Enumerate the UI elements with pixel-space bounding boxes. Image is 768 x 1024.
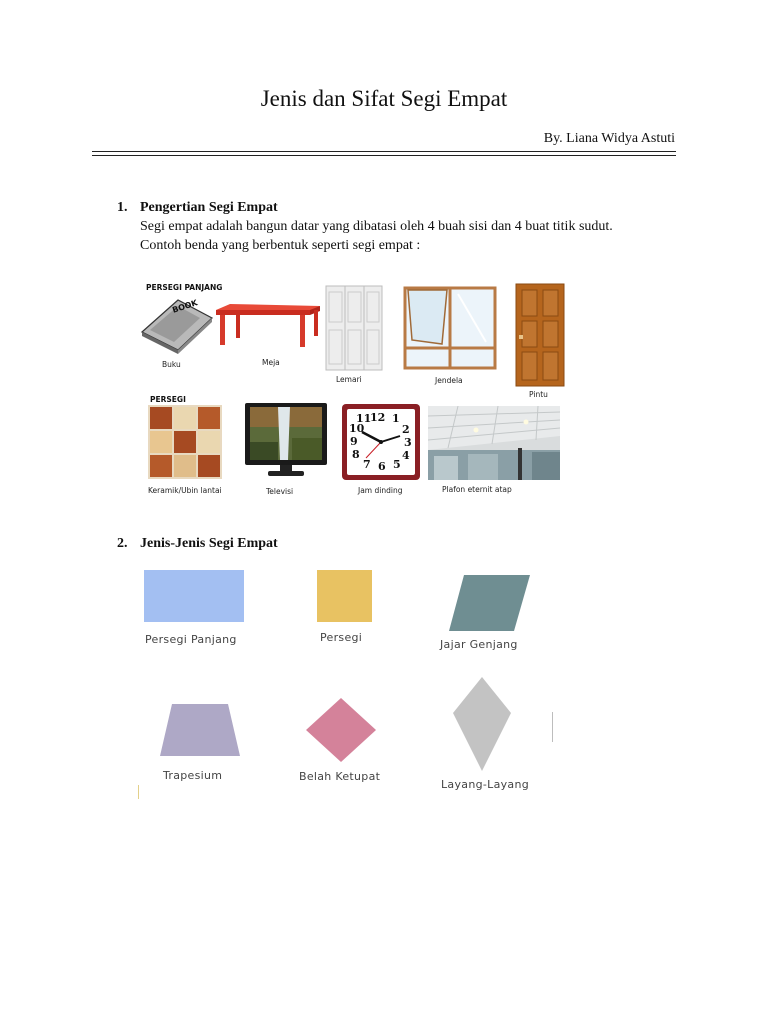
television-illustration	[244, 402, 328, 480]
header-rule	[92, 151, 676, 152]
shape-persegi	[317, 570, 372, 622]
label-meja: Meja	[262, 358, 280, 367]
shape-jajar-genjang	[448, 574, 532, 632]
author-line: By. Liana Widya Astuti	[543, 131, 675, 146]
section-1-definition: Segi empat adalah bangun datar yang dibatasi oleh 4 buah sisi dan 4 buat titik sudut.	[140, 219, 613, 234]
clock-number-4: 4	[402, 449, 410, 462]
label-layang-layang: Layang-Layang	[441, 778, 530, 791]
section-1-title: Pengertian Segi Empat	[140, 200, 278, 215]
image-edge-mark-left	[138, 785, 139, 799]
clock-numbers	[340, 402, 422, 482]
window-illustration	[402, 286, 498, 370]
clock-number-11: 11	[356, 412, 372, 425]
clock-number-6: 6	[378, 460, 386, 473]
section-1-number: 1.	[117, 200, 128, 215]
clock-number-7: 7	[363, 458, 371, 471]
group-label-persegi-panjang: PERSEGI PANJANG	[146, 283, 223, 292]
label-belah-ketupat: Belah Ketupat	[299, 770, 381, 783]
clock-number-8: 8	[352, 448, 360, 461]
tiles-illustration	[148, 405, 222, 479]
label-lemari: Lemari	[336, 375, 362, 384]
clock-number-2: 2	[402, 423, 410, 436]
section-1-examples-intro: Contoh benda yang berbentuk seperti segi empat :	[140, 238, 421, 253]
label-persegi-panjang: Persegi Panjang	[145, 633, 237, 646]
clock-number-1: 1	[392, 412, 400, 425]
label-trapesium: Trapesium	[163, 769, 223, 782]
label-pintu: Pintu	[529, 390, 548, 399]
label-buku: Buku	[162, 360, 181, 369]
clock-number-5: 5	[393, 458, 401, 471]
label-jam-dinding: Jam dinding	[358, 486, 403, 495]
label-keramik: Keramik/Ubin lantai	[148, 486, 222, 495]
image-edge-mark	[552, 712, 553, 742]
clock-number-12: 12	[370, 411, 386, 424]
clock-number-3: 3	[404, 436, 412, 449]
section-2-title: Jenis-Jenis Segi Empat	[140, 536, 278, 551]
group-label-persegi: PERSEGI	[150, 395, 186, 404]
clock-number-9: 9	[350, 435, 358, 448]
table-illustration	[216, 304, 322, 352]
ceiling-illustration	[428, 406, 560, 480]
section-2-number: 2.	[117, 536, 128, 551]
header-rule-second	[92, 155, 676, 156]
shape-layang-layang	[451, 676, 513, 772]
book-illustration	[138, 292, 218, 354]
door-illustration	[515, 283, 565, 387]
shape-trapesium	[158, 703, 242, 757]
clock-number-10: 10	[349, 422, 365, 435]
examples-figure	[138, 280, 568, 500]
label-persegi: Persegi	[320, 631, 363, 644]
shape-belah-ketupat	[304, 697, 378, 763]
wardrobe-illustration	[324, 284, 386, 372]
shape-persegi-panjang	[144, 570, 244, 622]
label-jendela: Jendela	[435, 376, 463, 385]
label-plafon: Plafon eternit atap	[442, 485, 512, 494]
label-televisi: Televisi	[266, 487, 294, 496]
book-cover-text: BOOK	[171, 298, 199, 315]
document-title: Jenis dan Sifat Segi Empat	[260, 86, 508, 111]
label-jajar-genjang: Jajar Genjang	[440, 638, 518, 651]
